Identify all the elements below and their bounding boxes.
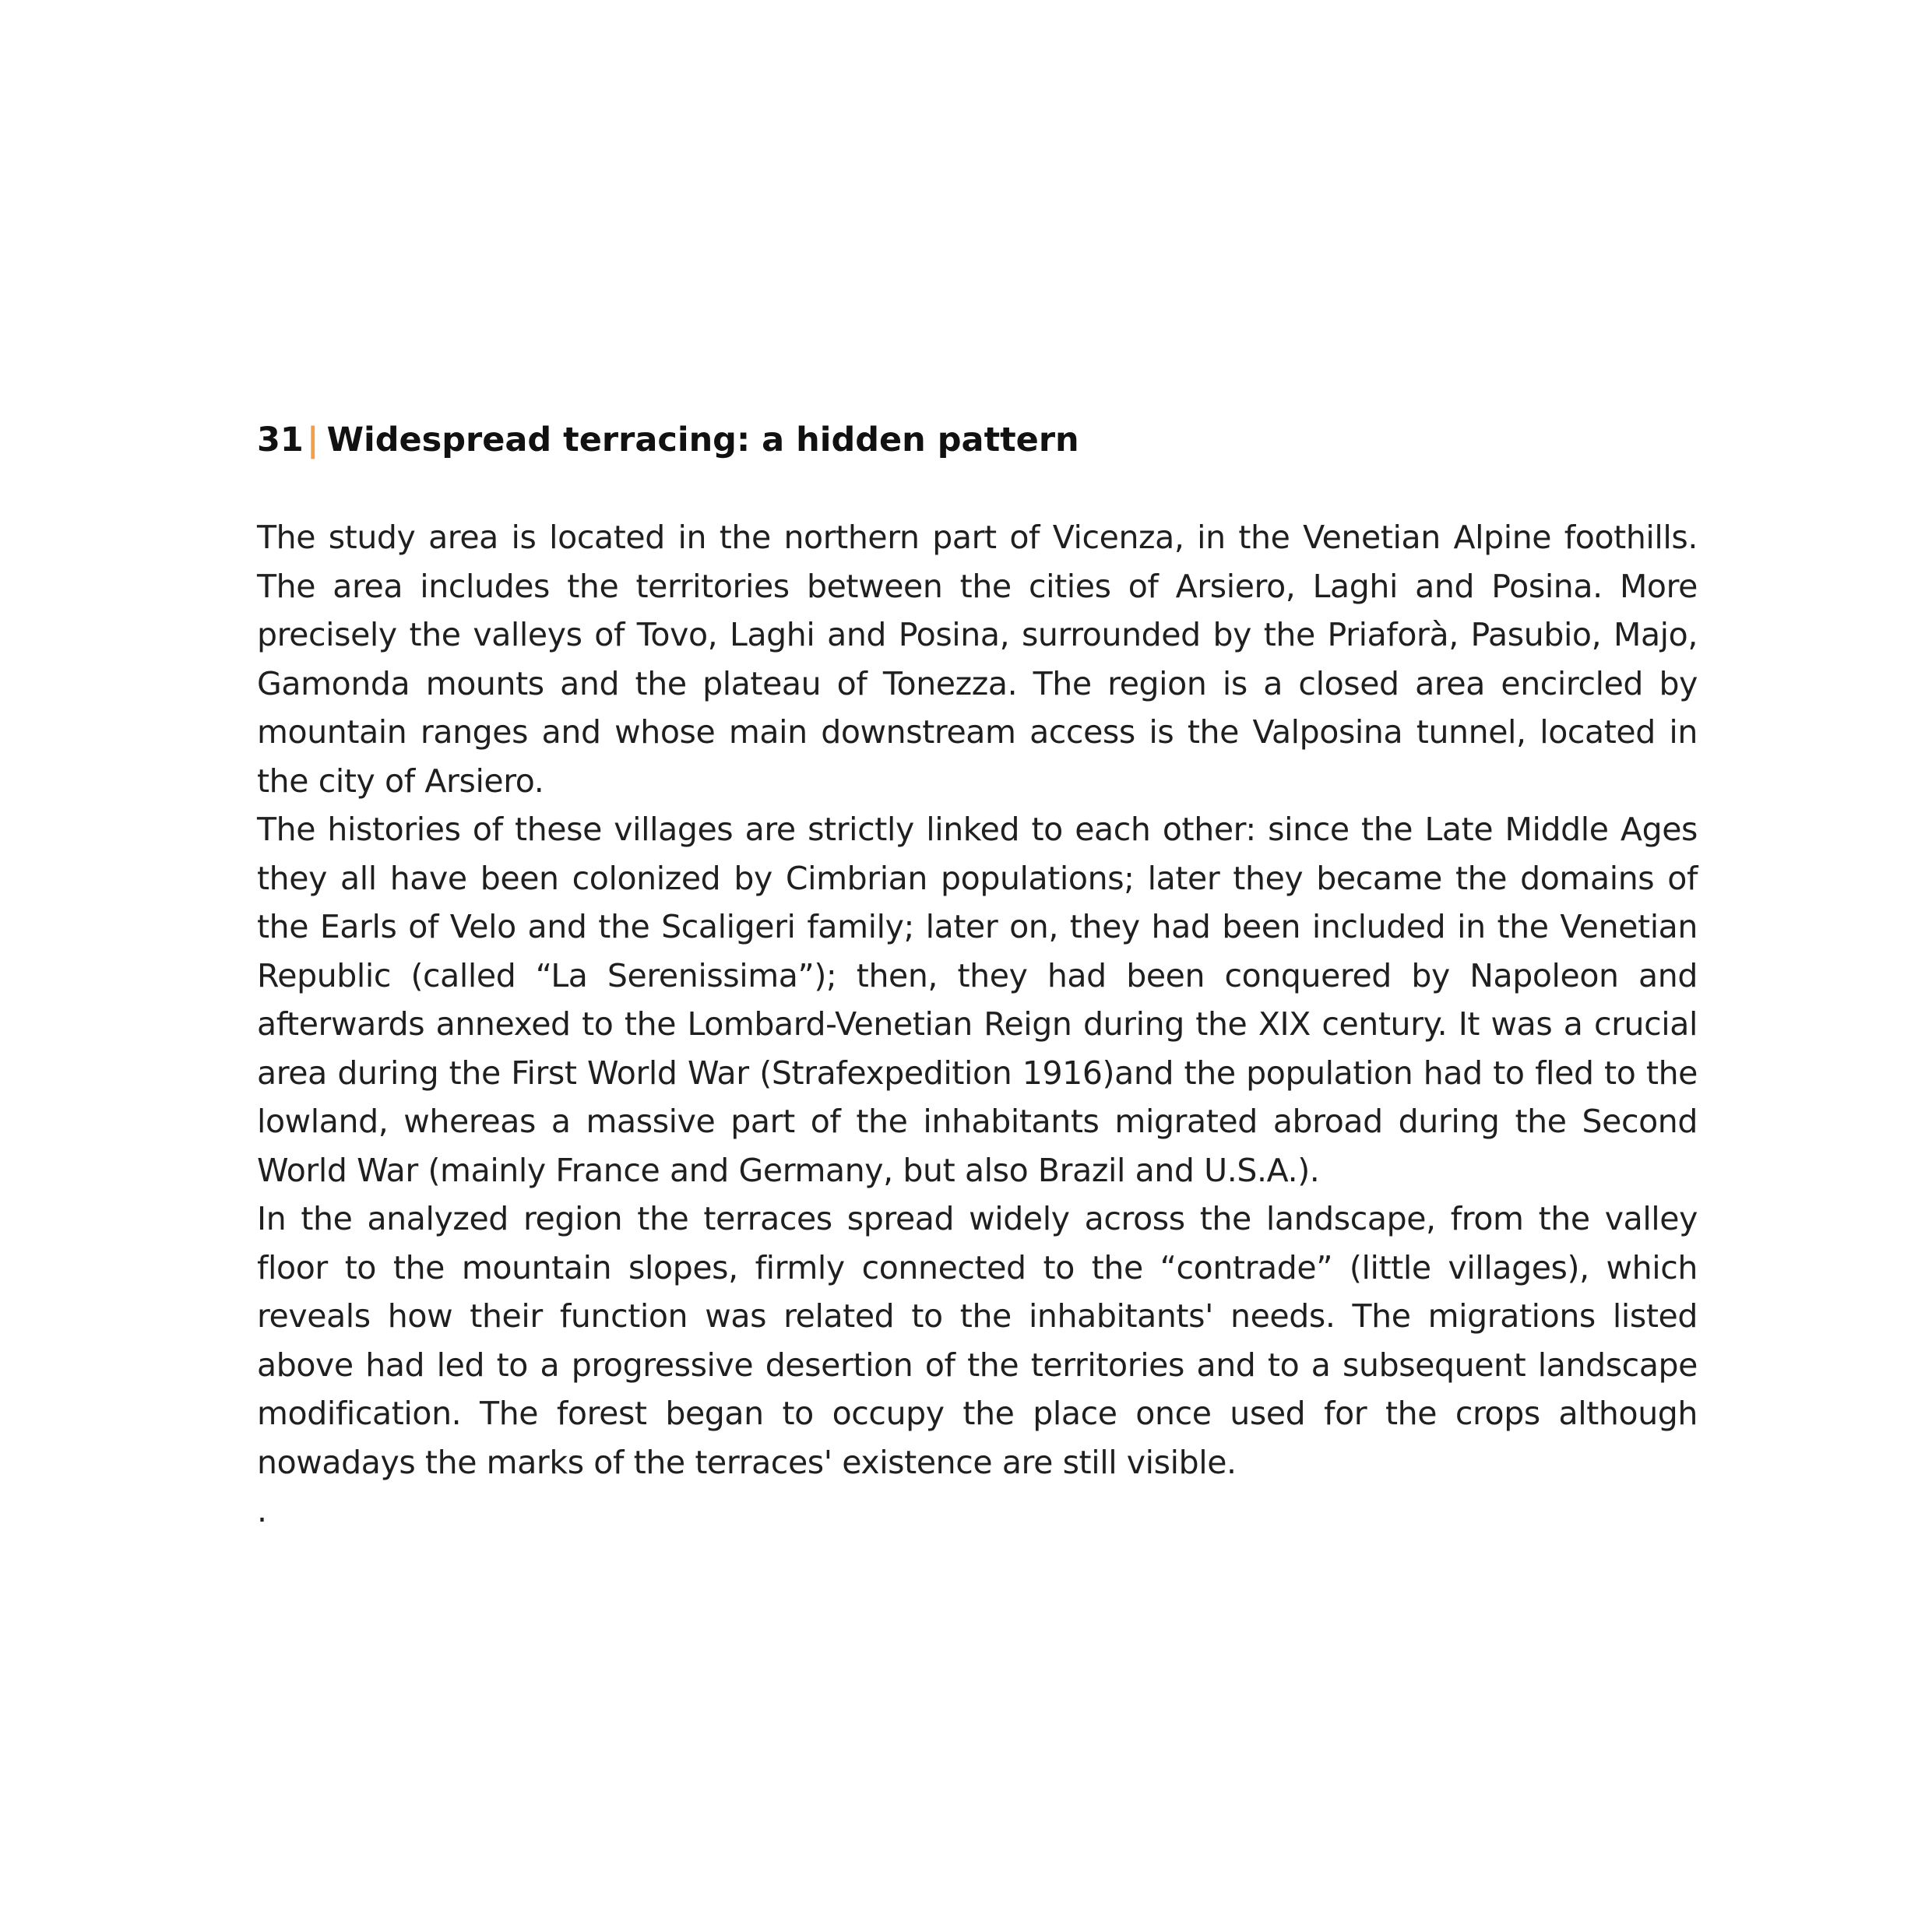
section-heading: [257, 413, 1698, 467]
paragraph-history: The histories of these villages are strictly linked to each other: since the Late Middle Ages they all have been colonized by Cimbrian populations; later they became the domains of the Earls of Velo and the Scaligeri family; later on, they had been included in the Venetian Republic (called “La Serenissima”); then, they had been conquered by Napoleon and afterwards annexed to the Lombard-Venetian Reign during the XIX century. It was a crucial area during the First World War (Strafexpedition 1916)and the population had to fled to the lowland, whereas a massive part of the inhabitants migrated abroad during the Second World War (mainly France and Germany, but also Brazil and U.S.A.).: [257, 811, 1698, 1189]
section-separator: |: [306, 421, 319, 459]
section-title: Widespread terracing: a hidden pattern: [326, 421, 1079, 459]
paragraph-terraces: In the analyzed region the terraces spread widely across the landscape, from the valley floor to the mountain slopes, firmly connected to the “contrade” (little villages), which reveals how their function was related to the inhabitants' needs. The migrations listed above had led to a progressive desertion of the territories and to a subsequent landscape modification. The forest began to occupy the place once used for the crops although nowadays the marks of the terraces' existence are still visible.: [257, 1200, 1698, 1481]
section-number: 31: [257, 421, 304, 459]
paragraph-study-area: The study area is located in the northern part of Vicenza, in the Venetian Alpine foothills. The area includes the territories between the cities of Arsiero, Laghi and Posina. More precisely the valleys of Tovo, Laghi and Posina, surrounded by the Priaforà, Pasubio, Majo, Gamonda mounts and the plateau of Tonezza. The region is a closed area encircled by mountain ranges and whose main downstream access is the Valposina tunnel, located in the city of Arsiero.: [257, 519, 1698, 800]
trailing-mark: .: [257, 1492, 268, 1529]
body-text: [257, 513, 1698, 1536]
